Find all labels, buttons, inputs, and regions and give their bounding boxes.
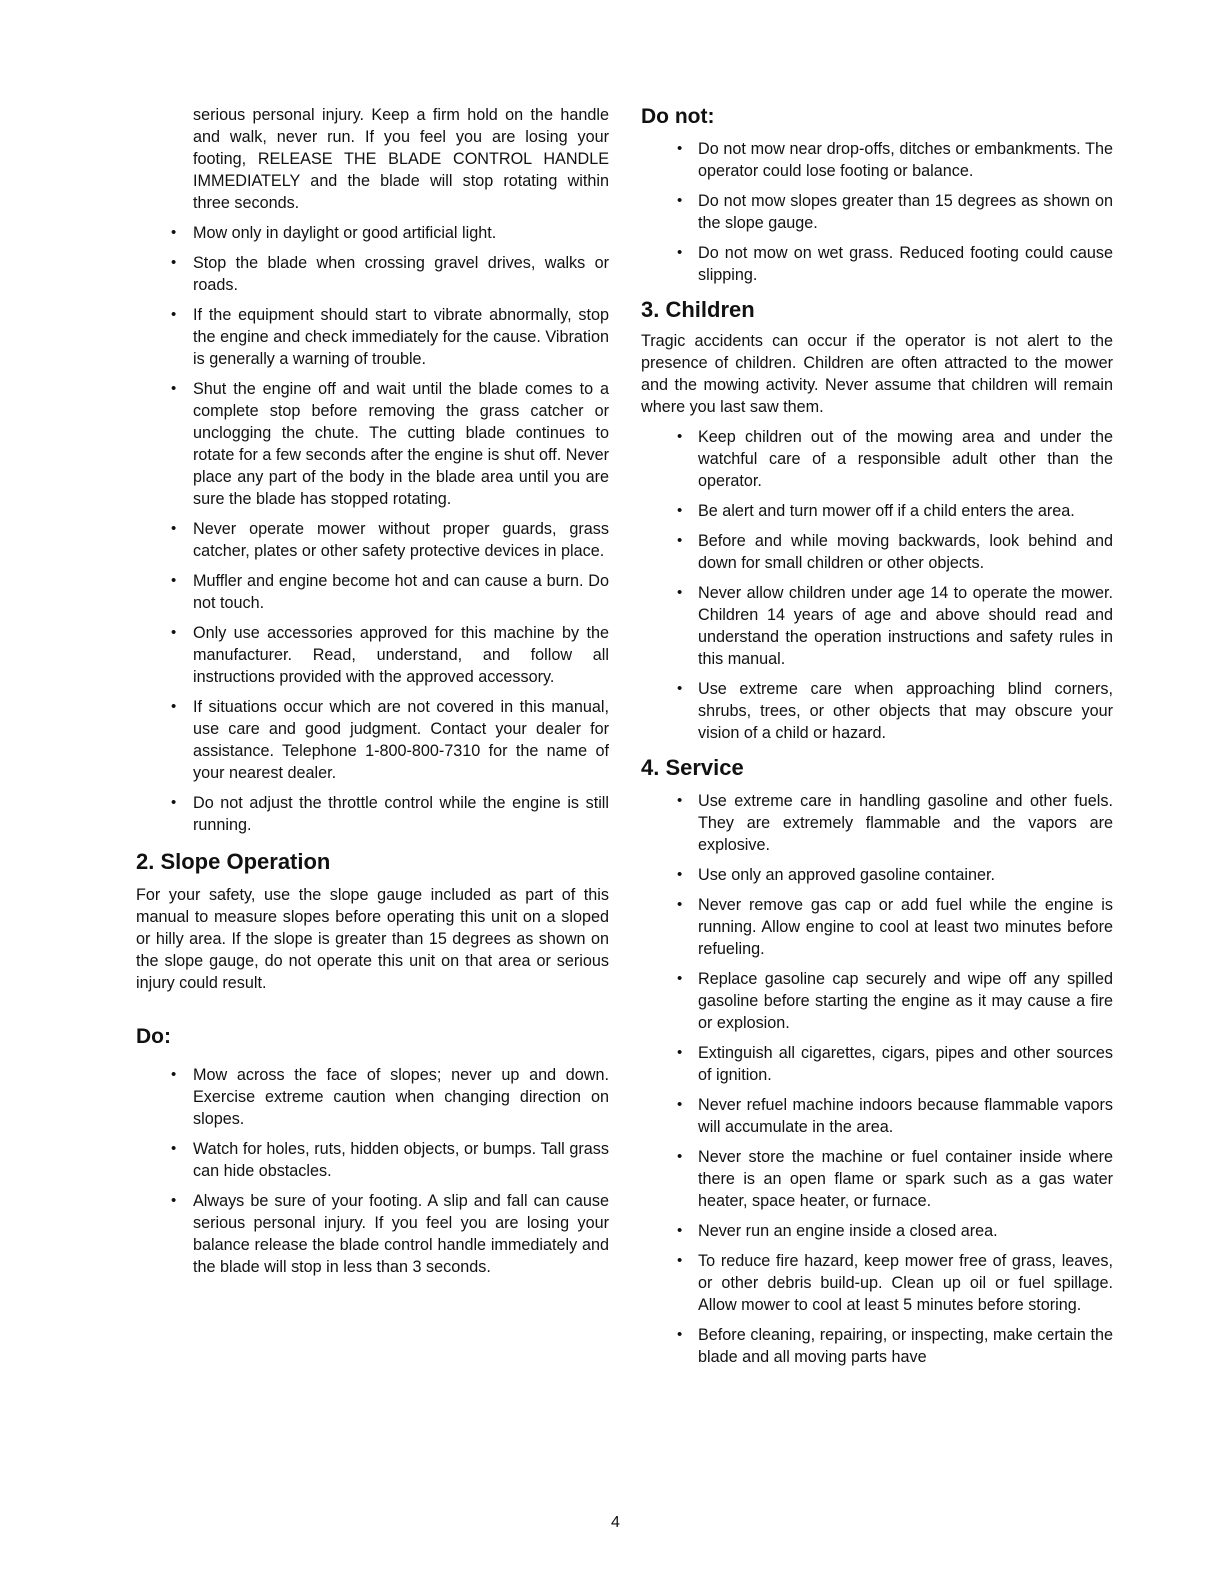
list-item: • Never allow children under age 14 to operate the mower. Children 14 years of age and above should read and understand the operation instructions and safety rules in this manual. — [641, 582, 1113, 670]
list-item: • Keep children out of the mowing area and under the watchful care of a responsible adult other than the operator. — [641, 426, 1113, 492]
children-heading: 3. Children — [641, 297, 755, 322]
list-item: • Use extreme care when approaching blind corners, shrubs, trees, or other objects that may obscure your vision of a child or hazard. — [641, 678, 1113, 744]
list-item: • Only use accessories approved for this machine by the manufacturer. Read, understand, and follow all instructions provided with the approved accessory. — [136, 622, 609, 688]
list-item: • Never refuel machine indoors because flammable vapors will accumulate in the area. — [641, 1094, 1113, 1138]
list-item: • Never run an engine inside a closed area. — [641, 1220, 1113, 1242]
list-item: • Use only an approved gasoline container. — [641, 864, 1113, 886]
children-list — [641, 426, 1113, 744]
list-item: • Mow only in daylight or good artificial light. — [136, 222, 609, 244]
do-not-heading: Do not: — [641, 105, 715, 128]
do-not-list — [641, 138, 1113, 286]
list-item: • Always be sure of your footing. A slip and fall can cause serious personal injury. If you feel you are losing your balance release the blade control handle immediately and the blade will stop in less than 3 seconds. — [136, 1190, 609, 1278]
list-item: • Do not adjust the throttle control while the engine is still running. — [136, 792, 609, 836]
list-item: • Stop the blade when crossing gravel drives, walks or roads. — [136, 252, 609, 296]
list-item: • To reduce fire hazard, keep mower free of grass, leaves, or other debris build-up. Clean up oil or fuel spillage. Allow mower to cool at least 5 minutes before storing. — [641, 1250, 1113, 1316]
list-item: • Use extreme care in handling gasoline and other fuels. They are extremely flammable and the vapors are explosive. — [641, 790, 1113, 856]
list-item: • Do not mow slopes greater than 15 degrees as shown on the slope gauge. — [641, 190, 1113, 234]
list-item: • Replace gasoline cap securely and wipe off any spilled gasoline before starting the engine as it may cause a fire or explosion. — [641, 968, 1113, 1034]
list-item: • Never store the machine or fuel container inside where there is an open flame or spark such as a gas water heater, space heater, or furnace. — [641, 1146, 1113, 1212]
list-item: • Before and while moving backwards, look behind and down for small children or other objects. — [641, 530, 1113, 574]
list-item: • Extinguish all cigarettes, cigars, pipes and other sources of ignition. — [641, 1042, 1113, 1086]
slope-intro-paragraph: For your safety, use the slope gauge included as part of this manual to measure slopes before operating this unit on a sloped or hilly area. If the slope is greater than 15 degrees as shown on the slope gauge, do not operate this unit on that area or serious injury could result. — [136, 886, 609, 992]
list-item: • Never remove gas cap or add fuel while the engine is running. Allow engine to cool at least two minutes before refueling. — [641, 894, 1113, 960]
list-item: • Before cleaning, repairing, or inspecting, make certain the blade and all moving parts have — [641, 1324, 1113, 1368]
children-intro-paragraph: Tragic accidents can occur if the operator is not alert to the presence of children. Children are often attracted to the mower and the mowing activity. Never assume that children will remain where you last saw them. — [641, 332, 1113, 416]
list-item: • If situations occur which are not covered in this manual, use care and good judgment. Contact your dealer for assistance. Telephone 1-800-800-7310 for the name of your nearest dealer. — [136, 696, 609, 784]
list-item: • Do not mow near drop-offs, ditches or embankments. The operator could lose footing or balance. — [641, 138, 1113, 182]
list-item: • Never operate mower without proper guards, grass catcher, plates or other safety protective devices in place. — [136, 518, 609, 562]
list-item: • If the equipment should start to vibrate abnormally, stop the engine and check immediately for the cause. Vibration is generally a warning of trouble. — [136, 304, 609, 370]
right-column — [641, 104, 1113, 1368]
list-item: • Do not mow on wet grass. Reduced footing could cause slipping. — [641, 242, 1113, 286]
list-item: • Mow across the face of slopes; never up and down. Exercise extreme caution when changing direction on slopes. — [136, 1064, 609, 1130]
list-item: • Muffler and engine become hot and can cause a burn. Do not touch. — [136, 570, 609, 614]
page-number: 4 — [611, 1514, 620, 1531]
general-safety-list — [136, 222, 609, 836]
do-list — [136, 1064, 609, 1278]
do-heading: Do: — [136, 1025, 171, 1048]
slope-operation-heading: 2. Slope Operation — [136, 849, 331, 874]
service-list — [641, 790, 1113, 1368]
list-item: • Be alert and turn mower off if a child enters the area. — [641, 500, 1113, 522]
list-item: • Watch for holes, ruts, hidden objects, or bumps. Tall grass can hide obstacles. — [136, 1138, 609, 1182]
continuation-paragraph: serious personal injury. Keep a firm hold on the handle and walk, never run. If you feel you are losing your footing, RELEASE THE BLADE CONTROL HANDLE IMMEDIATELY and the blade will stop rotating within three seconds. — [193, 106, 609, 212]
list-item: • Shut the engine off and wait until the blade comes to a complete stop before removing the grass catcher or unclogging the chute. The cutting blade continues to rotate for a few seconds after the engine is shut off. Never place any part of the body in the blade area until you are sure the blade has stopped rotating. — [136, 378, 609, 510]
left-column — [136, 104, 609, 1278]
service-heading: 4. Service — [641, 755, 744, 780]
